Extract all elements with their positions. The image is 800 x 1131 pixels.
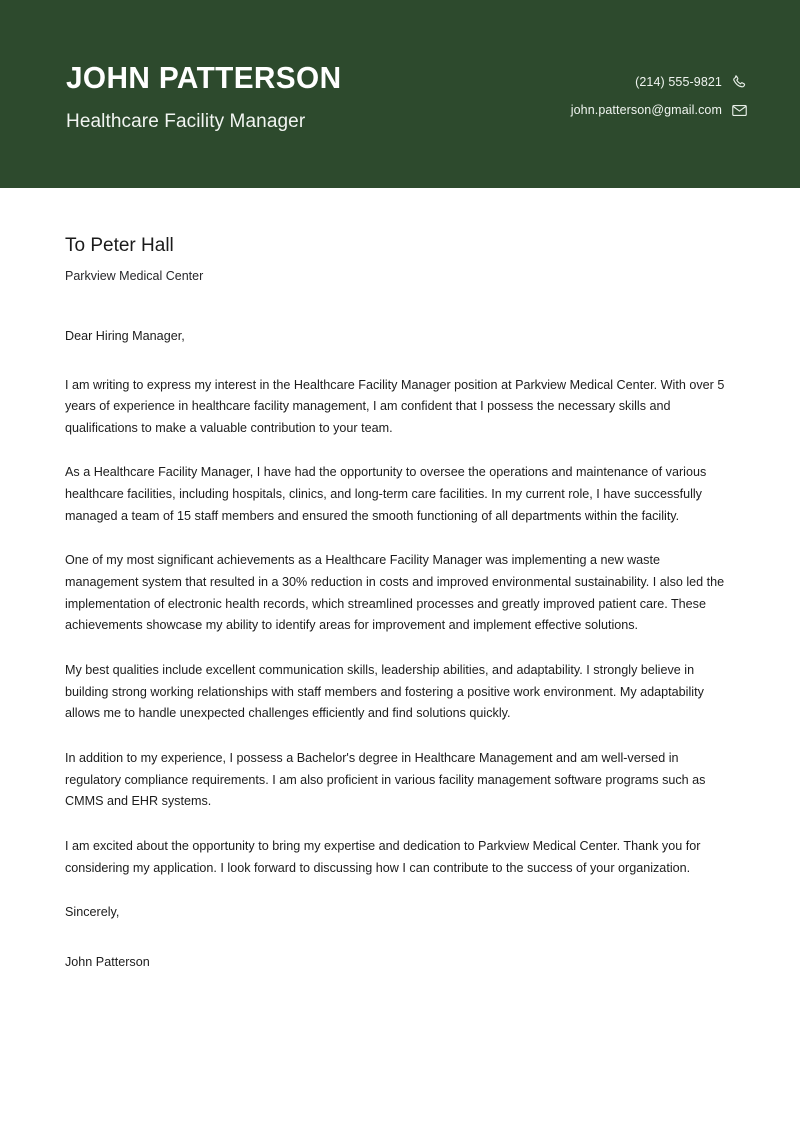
contact-email-value: john.patterson@gmail.com (570, 103, 722, 117)
letter-copy (65, 284, 735, 973)
contact-phone[interactable] (635, 74, 748, 91)
letter-paragraph: One of my most significant achievements as a Healthcare Facility Manager was implementing a new waste management system that resulted in a 30% reduction in costs and improved environmental sustainability. I also led the implementation of electronic health records, which streamlined processes and greatly improved patient care. These achievements showcase my ability to identify areas for improvement and implement effective solutions. (65, 553, 725, 633)
letter-paragraph: I am writing to express my interest in the Healthcare Facility Manager position at Parkview Medical Center. With over 5 years of experience in healthcare facility management, I am confident that I possess the necessary skills and qualifications to make a valuable contribution to your team. (65, 377, 725, 435)
contact-phone-value: (214) 555-9821 (635, 75, 722, 89)
contact-email[interactable] (571, 102, 748, 119)
letter-paragraph: My best qualities include excellent communication skills, leadership abilities, and adaptability. I strongly believe in building strong working relationships with staff members and fostering a positive work environment. My adaptability allows me to handle unexpected challenges efficiently and find solutions quickly. (65, 663, 704, 721)
letter-signature: John Patterson (65, 955, 150, 970)
letter-paragraph: In addition to my experience, I possess a Bachelor's degree in Healthcare Management and am well-versed in regulatory compliance requirements. I am also proficient in various facility management software programs such as CMMS and EHR systems. (65, 751, 706, 809)
letter-paragraph: As a Healthcare Facility Manager, I have had the opportunity to oversee the operations and maintenance of various healthcare facilities, including hospitals, clinics, and long-term care facilities. In my current role, I have successfully managed a team of 15 staff members and ensured the smooth functioning of all departments within the facility. (65, 465, 707, 523)
letter-closing: Sincerely, (65, 905, 120, 920)
contact-list (571, 70, 748, 119)
recipient-name: To Peter Hall (65, 235, 174, 256)
applicant-job-title: Healthcare Facility Manager (66, 110, 306, 132)
letter-body (0, 188, 800, 973)
phone-icon (731, 74, 748, 91)
recipient-block (65, 188, 735, 284)
envelope-icon (731, 102, 748, 119)
header-identity (66, 55, 353, 134)
recipient-organization: Parkview Medical Center (65, 268, 204, 283)
applicant-name: JOHN PATTERSON (66, 59, 342, 95)
letter-header (0, 0, 800, 188)
salutation: Dear Hiring Manager, (65, 329, 185, 343)
letter-paragraph: I am excited about the opportunity to bring my expertise and dedication to Parkview Medical Center. Thank you for considering my application. I look forward to discussing how I can contribute to the success of your organization. (65, 839, 701, 875)
